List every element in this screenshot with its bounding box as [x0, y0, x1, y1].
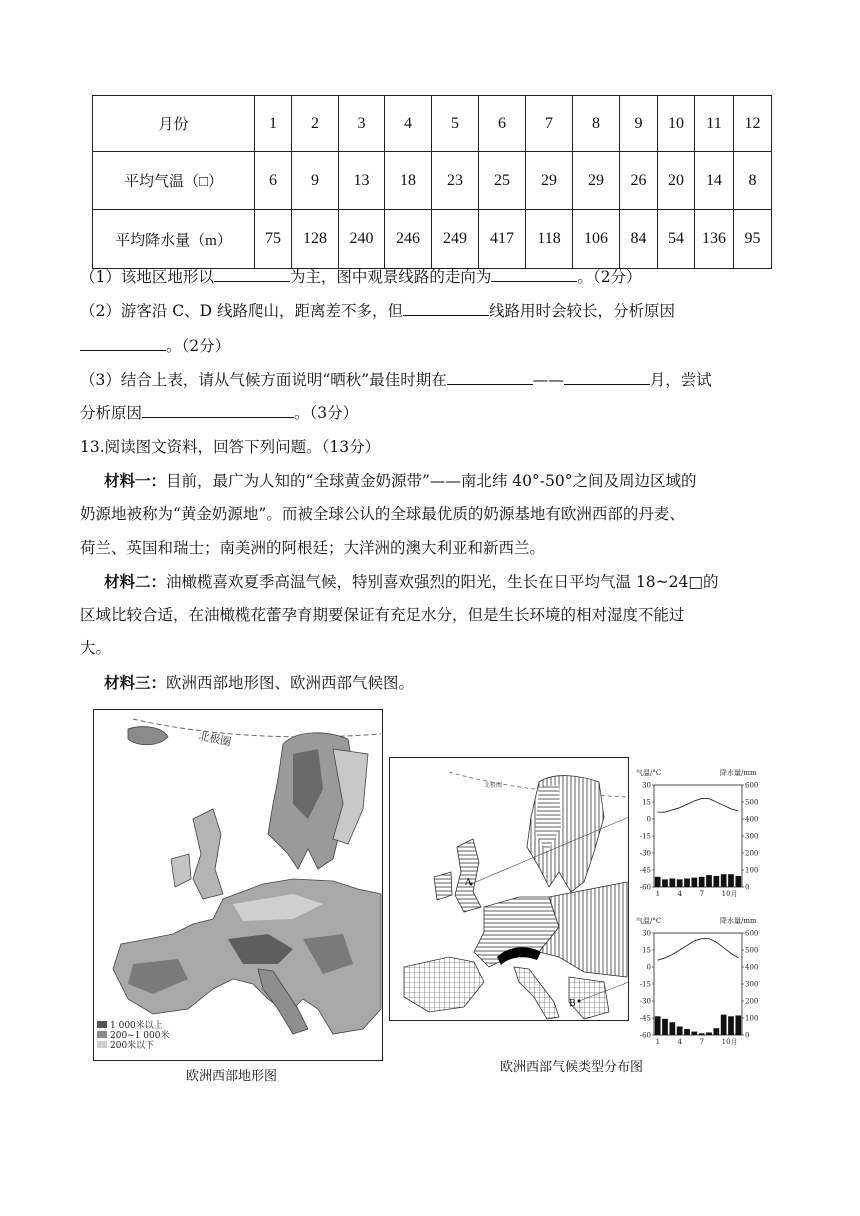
precip-bar	[721, 1015, 727, 1035]
precip-bar	[684, 1029, 690, 1035]
precip-tick-label: 200	[745, 997, 759, 1006]
precip-bar	[691, 1032, 697, 1035]
precip-bar	[655, 877, 661, 887]
answer-blank[interactable]	[214, 267, 290, 282]
point-b-label: B	[569, 999, 576, 1009]
table-header-temp: 平均气温（□）	[93, 152, 255, 210]
legend-label-high: 1 000米以上	[110, 1021, 163, 1031]
table-row-precip	[93, 210, 772, 269]
table-row-temp	[93, 152, 772, 210]
month-cell: 7	[526, 96, 573, 152]
temp-tick-label: -30	[639, 849, 651, 858]
precip-tick-label: 400	[745, 963, 759, 972]
precip-tick-label: 500	[745, 798, 759, 807]
precip-cell: 95	[734, 210, 772, 269]
month-cell: 10	[658, 96, 695, 152]
temp-cell: 26	[620, 152, 658, 210]
month-cell: 8	[573, 96, 620, 152]
temp-tick-label: 0	[646, 963, 651, 972]
material-1-line-3: 荷兰、英国和瑞士；南美洲的阿根廷；大洋洲的澳大利亚和新西兰。	[80, 539, 546, 557]
precip-tick-label: 200	[745, 849, 759, 858]
question-3	[80, 369, 712, 391]
answer-blank[interactable]	[564, 370, 650, 385]
material-label: 材料三：	[104, 673, 167, 692]
precip-cell: 417	[479, 210, 526, 269]
temp-tick-label: 0	[646, 815, 651, 824]
temp-cell: 18	[385, 152, 432, 210]
arctic-circle-label: 北极圈	[197, 729, 233, 749]
question-text: 线路用时会较长，分析原因	[489, 302, 676, 320]
month-cell: 6	[479, 96, 526, 152]
precip-bar	[655, 1016, 661, 1035]
precip-tick-label: 500	[745, 946, 759, 955]
material-1-line-1	[104, 470, 696, 492]
question-text: （2）游客沿 C、D 线路爬山，距离差不多，但	[80, 302, 404, 320]
table-header-precip: 平均降水量（m）	[93, 210, 255, 269]
precip-bar	[721, 874, 727, 887]
table-row-months	[93, 96, 772, 152]
month-cell: 4	[385, 96, 432, 152]
precip-cell: 84	[620, 210, 658, 269]
material-1-line-2: 奶源地被称为“黄金奶源地”。而被全球公认的全球最优质的奶源基地有欧洲西部的丹麦、	[80, 505, 685, 523]
y-right-title: 降水量/mm	[720, 917, 757, 925]
temp-cell: 29	[573, 152, 620, 210]
plot-frame	[654, 785, 742, 887]
material-2-line-1	[104, 571, 719, 593]
legend-label-mid: 200~1 000米	[110, 1031, 170, 1041]
climate-map	[389, 757, 629, 1021]
material-label: 材料一：	[104, 471, 167, 490]
temperature-line	[658, 939, 739, 961]
legend-swatch-mid	[97, 1031, 107, 1038]
month-tick-label: 1	[655, 1038, 661, 1046]
precip-bar	[699, 1033, 705, 1035]
temp-cell: 9	[292, 152, 339, 210]
temp-tick-label: 30	[642, 929, 651, 938]
precip-cell: 75	[255, 210, 292, 269]
temp-tick-label: -15	[639, 832, 651, 841]
month-cell: 3	[339, 96, 385, 152]
point-a-label: A	[465, 878, 472, 888]
question-text: 月，尝试	[649, 371, 712, 389]
precip-cell: 118	[526, 210, 573, 269]
month-cell: 12	[734, 96, 772, 152]
precip-tick-label: 100	[745, 866, 759, 875]
temp-cell: 20	[658, 152, 695, 210]
precip-bar	[728, 874, 734, 887]
ireland-climate	[434, 872, 452, 900]
precip-bar	[713, 1028, 719, 1035]
y-left-title: 气温/°C	[636, 917, 662, 925]
answer-blank[interactable]	[80, 336, 166, 351]
precip-bar	[677, 1027, 683, 1036]
material-2-line-2: 区域比较合适，在油橄榄花蕾孕育期要保证有充足水分，但是生长环境的相对湿度不能过	[80, 606, 685, 624]
precip-bar	[669, 879, 675, 888]
precip-cell: 249	[432, 210, 479, 269]
temp-cell: 29	[526, 152, 573, 210]
temp-tick-label: -60	[639, 1031, 651, 1040]
precip-tick-label: 400	[745, 815, 759, 824]
precip-bar	[662, 1019, 668, 1035]
temp-tick-label: -45	[639, 866, 651, 875]
month-cell: 5	[432, 96, 479, 152]
question-text: 分析原因	[80, 404, 143, 422]
question-text: 。（2分）	[577, 268, 642, 286]
climate-map-caption: 欧洲西部气候类型分布图	[500, 1060, 644, 1075]
temperature-line	[658, 799, 739, 813]
y-right-title: 降水量/mm	[720, 769, 757, 777]
month-tick-label: 1	[655, 890, 661, 898]
month-cell: 1	[255, 96, 292, 152]
temp-tick-label: -45	[639, 1014, 651, 1023]
material-label: 材料二：	[104, 572, 167, 591]
precip-bar	[699, 877, 705, 887]
question-1	[80, 266, 642, 288]
precip-cell: 246	[385, 210, 432, 269]
question-text: 。（2分）	[166, 337, 231, 355]
question-13: 13.阅读图文资料，回答下列问题。（13分）	[80, 438, 381, 456]
material-text: 油橄榄喜欢夏季高温气候，特别喜欢强烈的阳光，生长在日平均气温 18~24□的	[166, 573, 719, 591]
month-cell: 9	[620, 96, 658, 152]
month-tick-label: 10月	[721, 890, 738, 898]
legend-swatch-high	[97, 1021, 107, 1028]
precip-cell: 240	[339, 210, 385, 269]
precip-tick-label: 600	[745, 781, 759, 790]
precip-bar	[677, 879, 683, 887]
month-tick-label: 10月	[721, 1038, 738, 1046]
precip-tick-label: 300	[745, 980, 759, 989]
temp-tick-label: -30	[639, 997, 651, 1006]
climate-chart-b	[632, 913, 770, 1046]
month-tick-label: 4	[677, 890, 683, 898]
temp-tick-label: 30	[642, 781, 651, 790]
terrain-map	[93, 709, 383, 1061]
climate-chart-a	[632, 765, 770, 898]
arctic-circle-label: 北极圈	[484, 782, 503, 789]
temp-cell: 6	[255, 152, 292, 210]
precip-tick-label: 0	[745, 1031, 750, 1040]
temp-tick-label: 15	[642, 946, 651, 955]
precip-cell: 128	[292, 210, 339, 269]
answer-blank[interactable]	[403, 301, 489, 316]
temp-cell: 25	[479, 152, 526, 210]
question-text: （3）结合上表，请从气候方面说明“晒秋”最佳时期在	[80, 371, 447, 389]
month-cell: 11	[695, 96, 734, 152]
precip-tick-label: 0	[745, 883, 750, 892]
question-text: 为主，图中观景线路的走向为	[289, 268, 492, 286]
precip-bar	[662, 879, 668, 887]
precip-bar	[706, 875, 712, 887]
table-header-month: 月份	[93, 96, 255, 152]
precip-bar	[691, 878, 697, 887]
precip-cell: 54	[658, 210, 695, 269]
precip-tick-label: 100	[745, 1014, 759, 1023]
material-3-line-1	[104, 672, 414, 694]
month-tick-label: 7	[699, 890, 705, 898]
legend-swatch-low	[97, 1041, 107, 1048]
precip-tick-label: 300	[745, 832, 759, 841]
temp-cell: 8	[734, 152, 772, 210]
question-text: 。（3分）	[294, 404, 359, 422]
precip-bar	[713, 876, 719, 887]
temp-cell: 13	[339, 152, 385, 210]
material-2-line-3: 大。	[80, 639, 112, 657]
precip-bar	[706, 1032, 712, 1035]
y-left-title: 气温/°C	[636, 769, 662, 777]
temp-cell: 23	[432, 152, 479, 210]
temp-tick-label: -15	[639, 980, 651, 989]
precip-bar	[669, 1022, 675, 1035]
precip-cell: 136	[695, 210, 734, 269]
question-2-continued	[80, 335, 230, 357]
question-text: ——	[532, 371, 564, 389]
climate-table	[92, 95, 772, 269]
month-tick-label: 4	[677, 1038, 683, 1046]
month-tick-label: 7	[699, 1038, 705, 1046]
question-3-continued	[80, 402, 358, 424]
precip-tick-label: 600	[745, 929, 759, 938]
question-text: （1）该地区地形以	[80, 268, 214, 286]
precip-bar	[735, 876, 741, 887]
question-2	[80, 300, 675, 322]
temp-tick-label: -60	[639, 883, 651, 892]
precip-bar	[684, 879, 690, 888]
precip-cell: 106	[573, 210, 620, 269]
answer-blank[interactable]	[447, 370, 533, 385]
answer-blank[interactable]	[142, 403, 294, 418]
precip-bar	[735, 1015, 741, 1035]
temp-tick-label: 15	[642, 798, 651, 807]
terrain-map-caption: 欧洲西部地形图	[186, 1069, 278, 1084]
month-cell: 2	[292, 96, 339, 152]
material-text: 欧洲西部地形图、欧洲西部气候图。	[166, 674, 415, 692]
precip-bar	[728, 1016, 734, 1035]
legend-label-low: 200米以下	[110, 1041, 155, 1051]
answer-blank[interactable]	[491, 267, 577, 282]
material-text: 目前，最广为人知的“全球黄金奶源带”——南北纬 40°-50°之间及周边区域的	[166, 472, 697, 490]
temp-cell: 14	[695, 152, 734, 210]
